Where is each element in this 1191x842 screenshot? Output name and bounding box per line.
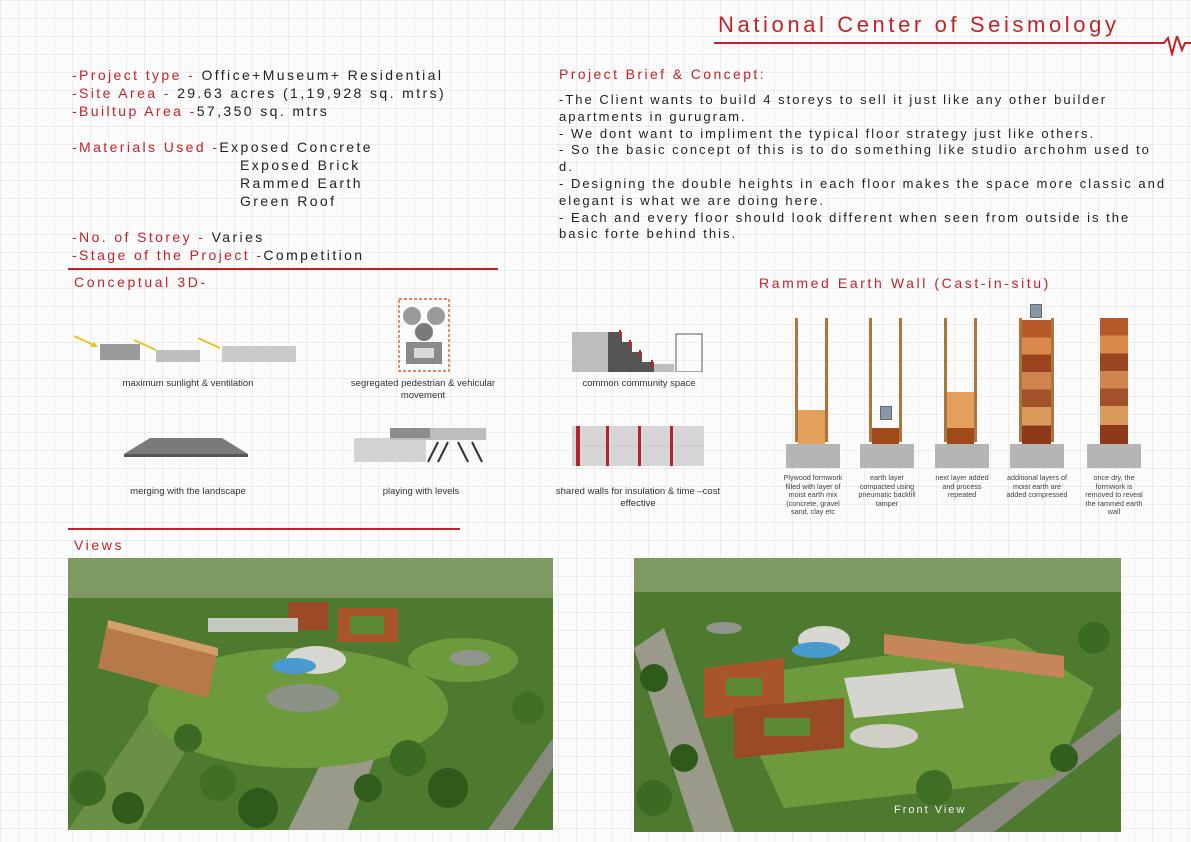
tamper-icon	[880, 406, 892, 420]
info-site-area: -Site Area - 29.63 acres (1,19,928 sq. mtrs)	[72, 85, 447, 101]
storey-stage-block	[72, 228, 365, 264]
aerial-view-render	[68, 558, 553, 830]
earth-wall-layers	[1022, 320, 1051, 444]
brief-heading: Project Brief & Concept:	[559, 66, 766, 82]
formwork-post	[1051, 318, 1054, 442]
brief-paragraph: - We dont want to impliment the typical floor strategy just like others.	[559, 125, 1096, 141]
rammed-heading: Rammed Earth Wall (Cast-in-situ)	[759, 275, 1051, 291]
material-item: Rammed Earth	[240, 175, 363, 191]
stage-value: Competition	[263, 247, 365, 263]
sunlight-diagram	[70, 332, 300, 366]
brief-paragraph: - So the basic concept of this is to do something like studio archohm used to d.	[559, 142, 1151, 175]
segregated-movement-diagram	[398, 298, 450, 372]
info-builtup-area: -Builtup Area -57,350 sq. mtrs	[72, 103, 330, 119]
formwork-post	[869, 318, 872, 442]
info-project-type: -Project type - Office+Museum+ Residential	[72, 67, 444, 83]
brief-paragraph: - Each and every floor should look different when seen from outside is the basic forte behind this.	[559, 209, 1131, 242]
formwork-post	[825, 318, 828, 442]
brief-paragraph: -The Client wants to build 4 storeys to sell it just like any other builder apartments in gurugram.	[559, 92, 1108, 124]
community-space-diagram	[572, 328, 704, 372]
rammed-step-caption: additional layers of moist earth are added compressed	[1006, 473, 1068, 500]
storey-label: -No. of Storey -	[72, 229, 212, 245]
finished-wall	[1100, 318, 1128, 444]
formwork-post	[899, 318, 902, 442]
concept-caption: segregated pedestrian & vehicular movement	[350, 378, 496, 401]
earth-layer	[947, 392, 974, 428]
project-info	[72, 66, 446, 120]
wall-base	[786, 444, 840, 468]
rammed-step-caption: earth layer compacted using pneumatic backfill tamper	[858, 473, 916, 508]
earth-layer	[798, 410, 825, 444]
concept-caption: common community space	[582, 378, 696, 389]
concept-caption: maximum sunlight & ventilation	[122, 378, 254, 389]
wall-base	[860, 444, 914, 468]
shared-walls-diagram	[572, 426, 704, 466]
wall-base	[935, 444, 989, 468]
wall-base	[1010, 444, 1064, 468]
material-item: Exposed Brick	[240, 157, 361, 173]
concept-heading: Conceptual 3D-	[74, 274, 208, 290]
tamper-icon	[1030, 304, 1042, 318]
brief-paragraph: - Designing the double heights in each floor makes the space more classic and elegant is what we are doing here.	[559, 175, 1167, 208]
earth-layer	[947, 428, 974, 444]
concept-caption: merging with the landscape	[130, 486, 246, 497]
concept-caption: shared walls for insulation & time –cost effective	[555, 486, 721, 509]
earth-layer	[872, 428, 899, 444]
page-title: National Center of Seismology	[718, 12, 1120, 37]
views-heading: Views	[74, 537, 125, 553]
materials-block	[72, 138, 373, 156]
wall-base	[1087, 444, 1141, 468]
rammed-step-caption: next layer added and process repeated	[935, 473, 989, 500]
landscape-diagram	[124, 434, 248, 458]
formwork-post	[974, 318, 977, 442]
concept-caption: playing with levels	[382, 486, 460, 497]
materials-label: -Materials Used -	[72, 139, 220, 155]
stage-label: -Stage of the Project -	[72, 247, 264, 263]
rammed-step-caption: once dry, the formwork is removed to reveal the rammed earth wall	[1085, 473, 1143, 517]
concept-divider	[68, 528, 460, 530]
info-divider	[68, 268, 498, 270]
material-item: Green Roof	[240, 193, 337, 209]
front-view-render	[634, 558, 1121, 832]
seismograph-underline	[714, 36, 1191, 56]
material-item: Exposed Concrete	[219, 139, 373, 155]
rammed-step-caption: Plywood formwork filled with layer of moist earth mix (concrete, gravel sand, clay etc	[783, 473, 843, 517]
brief-text	[559, 92, 1169, 243]
storey-value: Varies	[211, 229, 265, 245]
levels-diagram	[354, 426, 488, 466]
front-view-label: Front View	[894, 804, 967, 816]
materials-list	[240, 156, 363, 210]
